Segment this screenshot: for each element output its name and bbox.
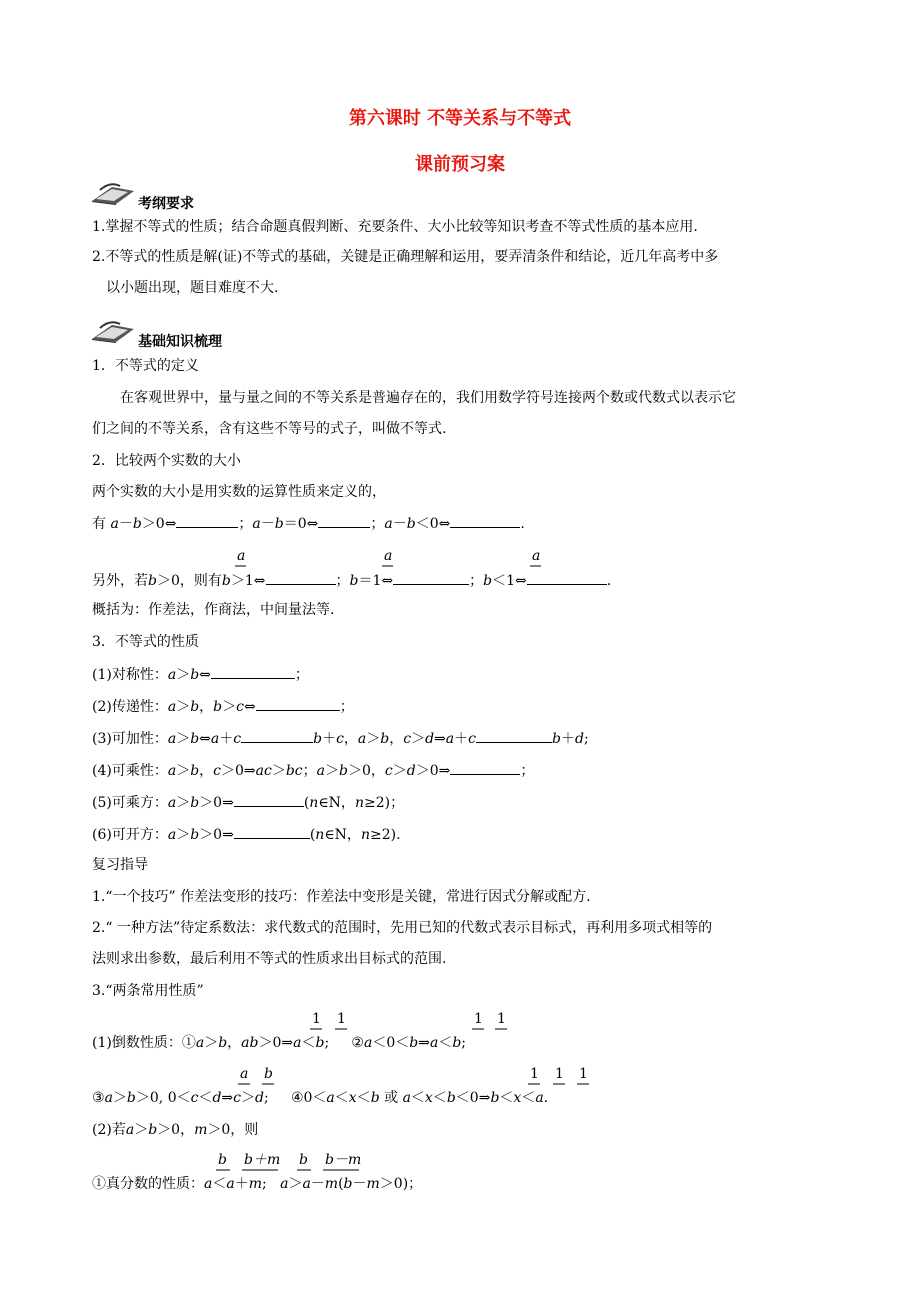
kaogang-item-2: 2.不等式的性质是解(证)不等式的基础，关键是正确理解和运用，要弄清条件和结论，近几年高考中多 [92, 249, 719, 265]
condition-line: (2)若a＞b＞0，m＞0，则 [92, 1122, 259, 1138]
summary-line: 概括为：作差法，作商法，中间量法等. [92, 602, 335, 618]
def-title: 1．不等式的定义 [92, 358, 199, 374]
section-heading-kaogang: 考纲要求 [138, 193, 194, 213]
review-title: 复习指导 [92, 857, 148, 873]
def-paragraph-2: 们之间的不等关系，含有这些不等号的式子，叫做不等式. [92, 421, 447, 437]
property-transitivity: (2)传递性：a＞b，b＞c⇔ ； [92, 699, 354, 715]
page-subtitle: 课前预习案 [415, 154, 505, 175]
def-paragraph-1: 在客观世界中，量与量之间的不等关系是普遍存在的，我们用数学符号连接两个数或代数式以表示它 [120, 390, 736, 406]
compare-title: 2．比较两个实数的大小 [92, 453, 241, 469]
proper-fraction-line: ①真分数的性质：a＜a＋m; a＞a－m(b－m＞0)； [92, 1176, 423, 1192]
section-heading-jichu: 基础知识梳理 [138, 331, 222, 351]
kaogang-item-2-cont: 以小题出现，题目难度不大. [106, 280, 279, 296]
quotient-property-line: ③a＞b＞0, 0＜c＜d⇒c＞d; ④0＜a＜x＜b 或 a＜x＜b＜0⇒b＜x＜a. [92, 1090, 549, 1106]
property-additivity: (3)可加性：a＞b⇔a＋c b＋c，a＞b，c＞d⇒a＋c b＋d; [92, 731, 589, 747]
property-multiplicativity: (4)可乘性：a＞b，c＞0⇒ac＞bc；a＞b＞0，c＞d＞0⇒ ； [92, 763, 535, 779]
page-title: 第六课时 不等关系与不等式 [348, 108, 572, 129]
review-item-3: 3.“两条常用性质” [92, 983, 204, 999]
difference-line: 有 a－b＞0⇔ ；a－b＝0⇔ ；a－b＜0⇔ . [92, 516, 525, 532]
review-item-2-cont: 法则求出参数，最后利用不等式的性质求出目标式的范围. [92, 951, 447, 967]
properties-title: 3．不等式的性质 [92, 634, 199, 650]
kaogang-item-1: 1.掌握不等式的性质；结合命题真假判断、充要条件、大小比较等知识考查不等式性质的基本应用. [92, 219, 698, 235]
property-symmetry: (1)对称性：a＞b⇔ ； [92, 667, 309, 683]
quotient-line: 另外，若b＞0，则有b＞1⇔ ；b＝1⇔ ；b＜1⇔ . [92, 573, 612, 589]
reciprocal-property-line: (1)倒数性质：①a＞b，ab＞0⇒a＜b; ②a＜0＜b⇒a＜b; [92, 1035, 467, 1051]
review-item-2: 2.“ 一种方法”待定系数法：求代数式的范围时，先用已知的代数式表示目标式，再利用多项式相等的 [92, 920, 713, 936]
property-root: (6)可开方：a＞b＞0⇒ (n∈N，n≥2). [92, 827, 401, 843]
compare-intro: 两个实数的大小是用实数的运算性质来定义的， [92, 484, 386, 500]
review-item-1: 1.“一个技巧” 作差法变形的技巧：作差法中变形是关键，常进行因式分解或配方. [92, 889, 591, 905]
property-power: (5)可乘方：a＞b＞0⇒ (n∈N，n≥2)； [92, 795, 405, 811]
